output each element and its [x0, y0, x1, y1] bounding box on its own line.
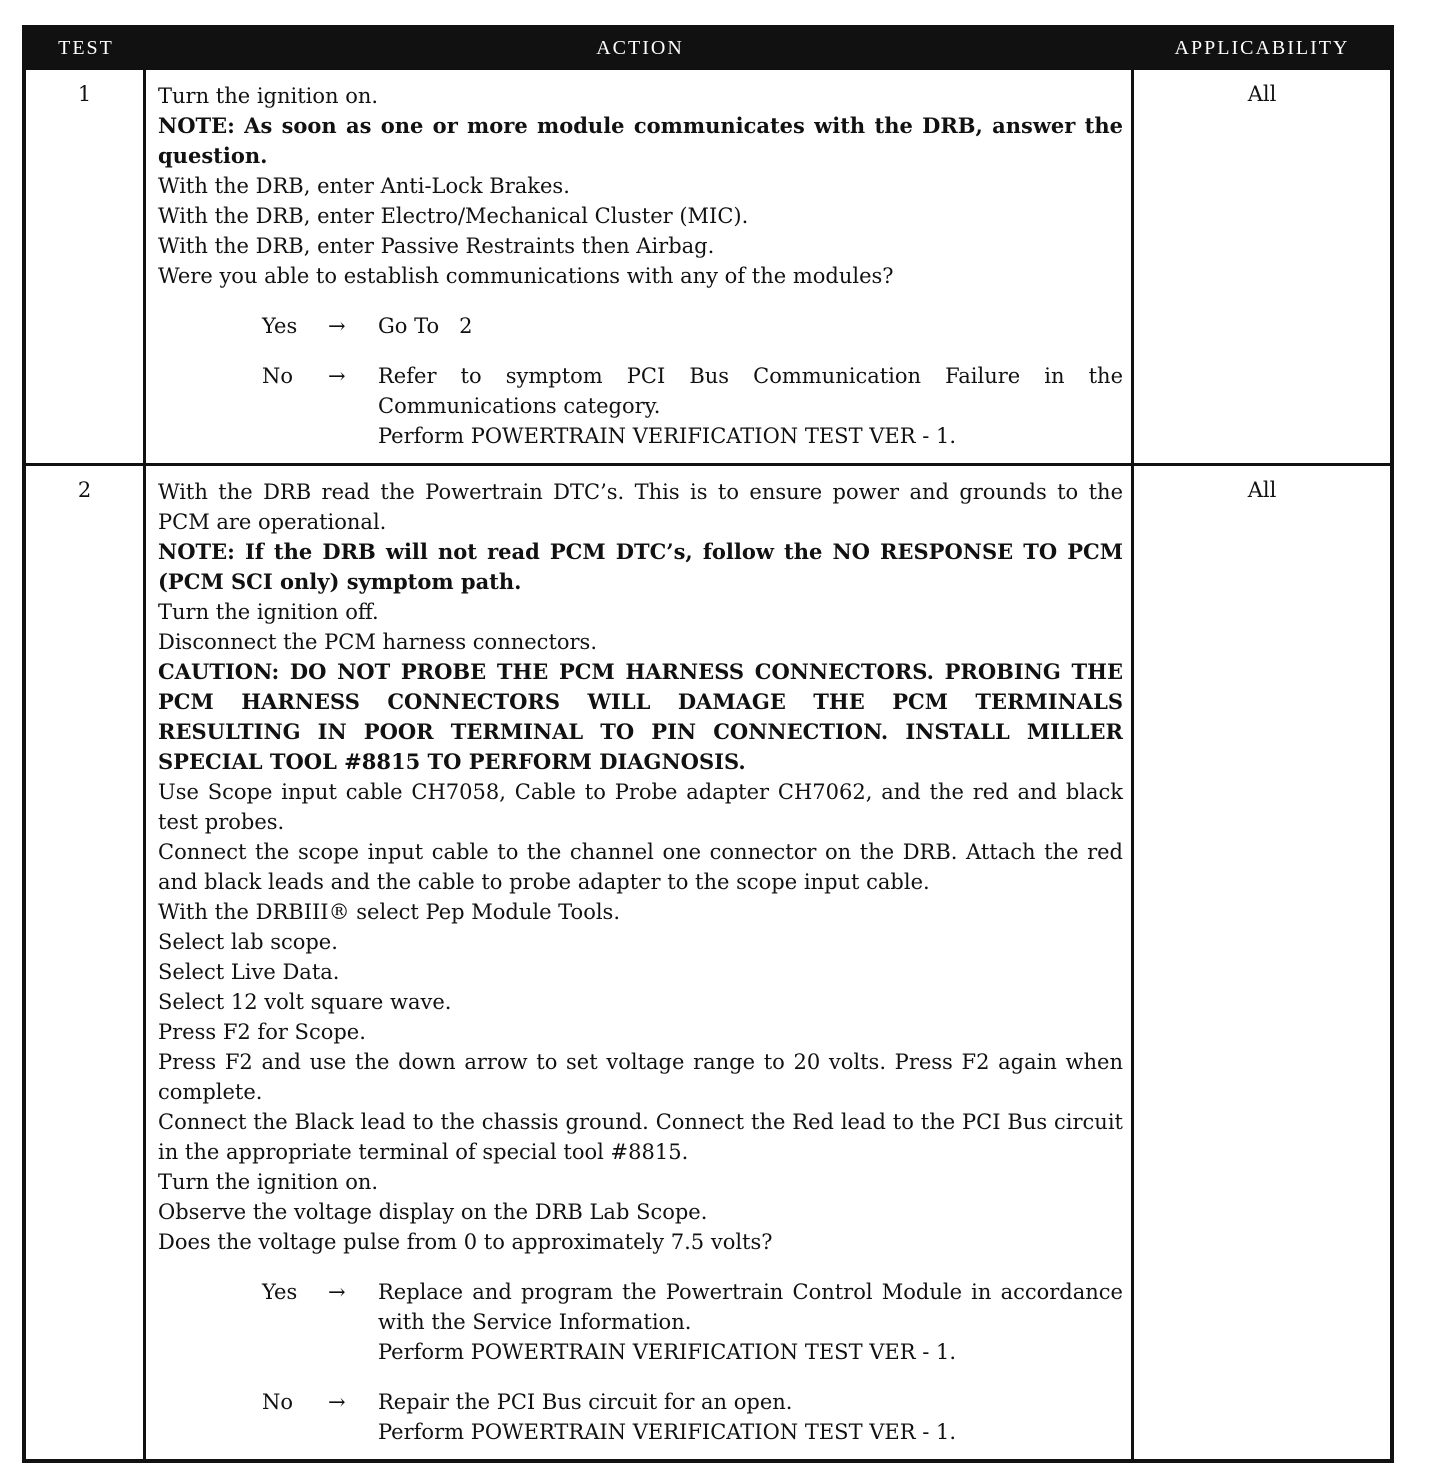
branch-result-line: Perform POWERTRAIN VERIFICATION TEST VER - 1.: [378, 1420, 957, 1444]
arrow-right-icon: →: [328, 1390, 346, 1414]
action-step: With the DRB, enter Electro/Mechanical Cluster (MIC).: [158, 204, 749, 228]
action-step: Observe the voltage display on the DRB Lab Scope.: [158, 1200, 708, 1224]
action-step: Connect the Black lead to the chassis ground. Connect the Red lead to the PCI Bus circuit in the appropriate terminal of special tool #8815.: [158, 1110, 1123, 1164]
arrow-right-icon: →: [328, 1280, 346, 1304]
arrow-right-icon: →: [328, 364, 346, 388]
branch-answer-group: [158, 311, 378, 341]
branch-yes: [158, 1277, 1130, 1367]
branch-result-line: Perform POWERTRAIN VERIFICATION TEST VER - 1.: [378, 424, 957, 448]
header-test: TEST: [58, 36, 114, 59]
action-step: With the DRBIII® select Pep Module Tools.: [158, 900, 620, 924]
header-action: ACTION: [596, 36, 684, 59]
action-step: With the DRB, enter Anti-Lock Brakes.: [158, 174, 570, 198]
action-step: Turn the ignition on.: [158, 84, 379, 108]
action-cell: [146, 70, 1134, 463]
note-text: NOTE: If the DRB will not read PCM DTC’s, follow the NO RESPONSE TO PCM (PCM SCI only) symptom path.: [158, 539, 1123, 594]
action-step: Were you able to establish communications with any of the modules?: [158, 264, 894, 288]
action-step: Connect the scope input cable to the channel one connector on the DRB. Attach the red and black leads and the cable to probe adapter to the scope input cable.: [158, 840, 1123, 894]
test-number: 2: [26, 466, 146, 1459]
header-applicability: APPLICABILITY: [1174, 36, 1350, 59]
branch-result-line: Replace and program the Powertrain Control Module in accordance with the Service Information.: [378, 1280, 1130, 1334]
table-row: [26, 67, 1390, 463]
table-body: [26, 67, 1390, 1459]
branch-result: [378, 311, 1123, 341]
action-step: With the DRB, enter Passive Restraints then Airbag.: [158, 234, 715, 258]
test-number: 1: [26, 70, 146, 463]
action-step: Does the voltage pulse from 0 to approximately 7.5 volts?: [158, 1230, 773, 1254]
branch-answer: Yes: [262, 314, 298, 338]
action-step: With the DRB read the Powertrain DTC’s. This is to ensure power and grounds to the PCM are operational.: [158, 480, 1123, 534]
branch-yes: [158, 311, 1123, 341]
note-text: NOTE: As soon as one or more module communicates with the DRB, answer the question.: [158, 113, 1123, 168]
diagnostic-test-table: [22, 25, 1394, 1463]
action-step: Turn the ignition on.: [158, 1170, 379, 1194]
applicability-cell: All: [1247, 478, 1277, 502]
applicability-cell: All: [1247, 82, 1277, 106]
branch-no: [158, 361, 1130, 451]
action-step: Turn the ignition off.: [158, 600, 379, 624]
branch-answer-group: [158, 361, 378, 451]
table-row: [26, 463, 1390, 1459]
arrow-right-icon: →: [328, 314, 346, 338]
action-cell: [146, 466, 1134, 1459]
action-step: Use Scope input cable CH7058, Cable to Probe adapter CH7062, and the red and black test probes.: [158, 780, 1123, 834]
action-step: Disconnect the PCM harness connectors.: [158, 630, 598, 654]
branch-result-line: Go To 2: [378, 314, 473, 338]
branch-answer-group: [158, 1387, 378, 1447]
note-text: CAUTION: DO NOT PROBE THE PCM HARNESS CONNECTORS. PROBING THE PCM HARNESS CONNECTORS WILL DAMAGE THE PCM TERMINALS RESULTING IN POOR TERMINAL TO PIN CONNECTION. INSTALL MILLER SPECIAL TOOL #8815 TO PERFORM DIAGNOSIS.: [158, 659, 1123, 774]
branch-answer: Yes: [262, 1280, 298, 1304]
branch-result-line: Refer to symptom PCI Bus Communication Failure in the Communications category.: [378, 364, 1130, 418]
table-header: [26, 29, 1390, 67]
branch-result: [378, 1277, 1130, 1367]
branch-result-line: Perform POWERTRAIN VERIFICATION TEST VER - 1.: [378, 1340, 957, 1364]
action-step: Select Live Data.: [158, 960, 340, 984]
branch-no: [158, 1387, 1123, 1447]
branch-result-line: Repair the PCI Bus circuit for an open.: [378, 1390, 793, 1414]
branch-answer: No: [262, 1390, 294, 1414]
branch-answer: No: [262, 364, 294, 388]
branch-result: [378, 1387, 1123, 1447]
action-step: Press F2 for Scope.: [158, 1020, 366, 1044]
action-step: Select 12 volt square wave.: [158, 990, 452, 1014]
branch-answer-group: [158, 1277, 378, 1367]
action-step: Press F2 and use the down arrow to set voltage range to 20 volts. Press F2 again when complete.: [158, 1050, 1123, 1104]
action-step: Select lab scope.: [158, 930, 338, 954]
branch-result: [378, 361, 1130, 451]
